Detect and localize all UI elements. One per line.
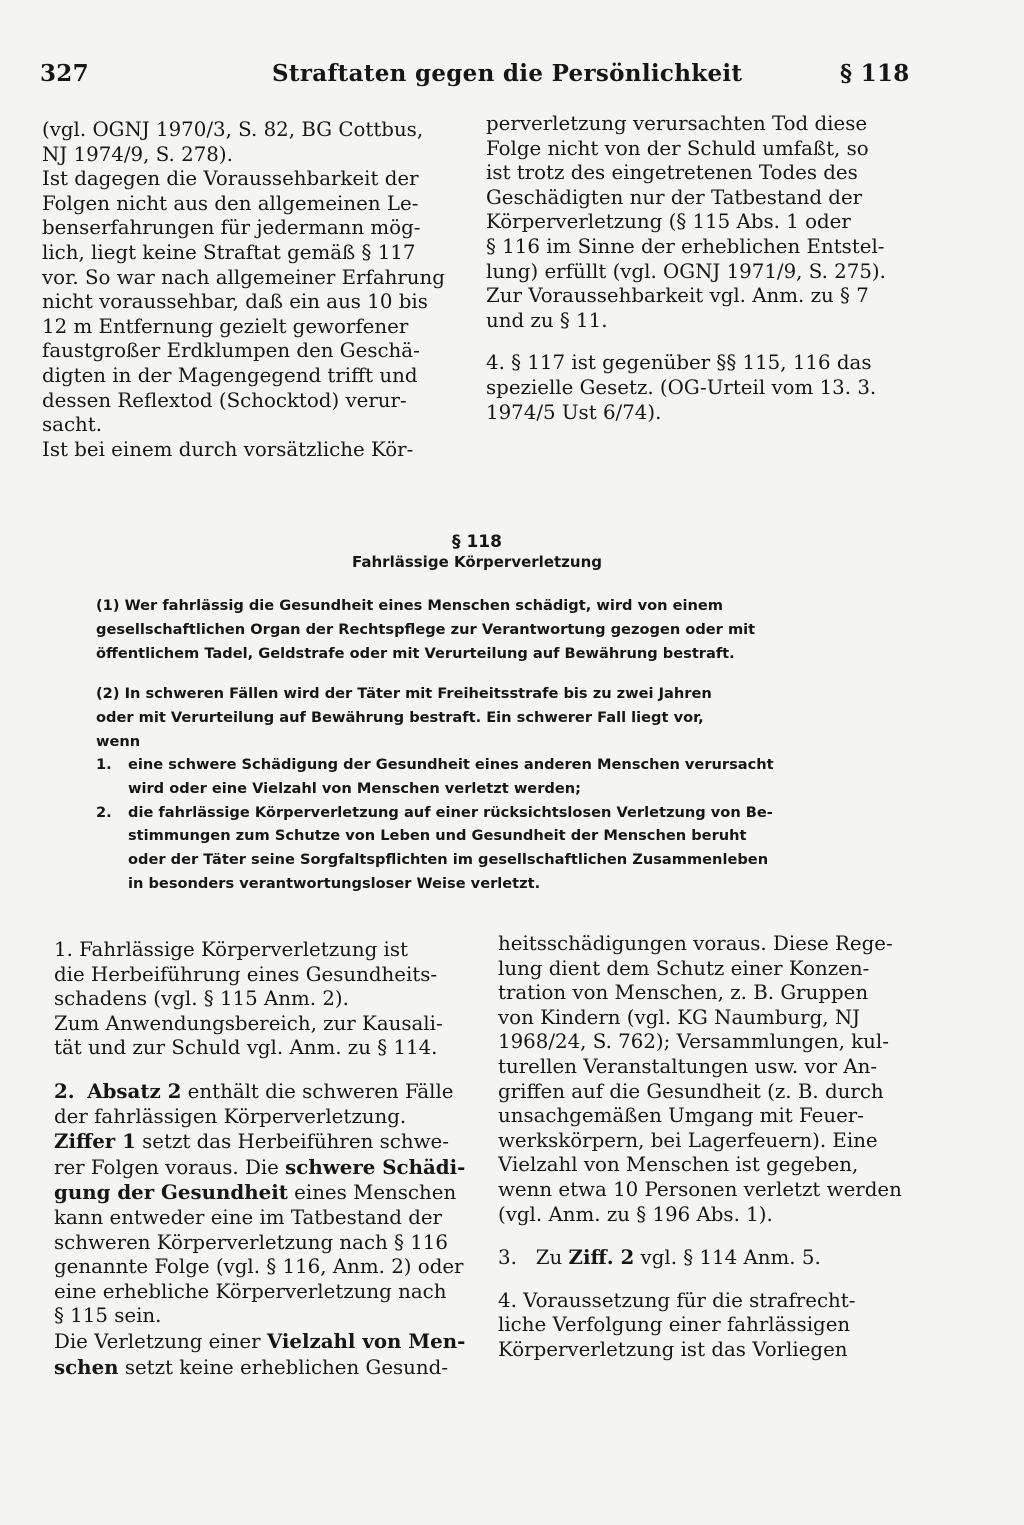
text-line: Zur Voraussehbarkeit vgl. Anm. zu § 7 bbox=[486, 284, 869, 308]
text-line: wenn etwa 10 Personen verletzt werden bbox=[498, 1177, 902, 1201]
text-line: 1968/24, S. 762); Versammlungen, kul- bbox=[498, 1030, 889, 1054]
text-line: griffen auf die Gesundheit (z. B. durch bbox=[498, 1079, 884, 1103]
section-title-heading: Fahrlässige Körperverletzung bbox=[352, 553, 602, 571]
law-line: gesellschaftlichen Organ der Rechtspflege zur Verantwortung gezogen oder mit bbox=[96, 620, 756, 638]
text-line: heitsschädigungen voraus. Diese Rege- bbox=[498, 932, 893, 955]
law-line: stimmungen zum Schutze von Leben und Gesundheit der Menschen beruht bbox=[128, 827, 747, 845]
note-2-line bbox=[54, 1079, 474, 1105]
commentary-column-top-left bbox=[42, 118, 462, 462]
law-paragraph-1 bbox=[96, 594, 755, 665]
note-4-line: 4. § 117 ist gegenüber §§ 115, 116 das bbox=[486, 351, 872, 375]
text-line: Körperverletzung (§ 115 Abs. 1 oder bbox=[486, 210, 851, 234]
commentary-column-bottom-left bbox=[54, 938, 474, 1380]
text-line: 12 m Entfernung gezielt geworfener bbox=[42, 314, 409, 338]
note-4-line: spezielle Gesetz. (OG-Urteil vom 13. 3. bbox=[486, 375, 877, 399]
text-line: kann entweder eine im Tatbestand der bbox=[54, 1205, 443, 1229]
law-line: (1) Wer fahrlässig die Gesundheit eines Menschen schädigt, wird von einem bbox=[96, 597, 723, 614]
note-3-bold: Ziff. 2 bbox=[568, 1245, 635, 1270]
text-bold: Vielzahl von Men- bbox=[266, 1328, 466, 1353]
ziffer-text: setzt das Herbeiführen schwe- bbox=[135, 1130, 449, 1154]
law-item bbox=[96, 753, 774, 801]
text-bold: schen bbox=[54, 1354, 119, 1379]
text-line: (vgl. Anm. zu § 196 Abs. 1). bbox=[498, 1202, 773, 1226]
law-line: wenn bbox=[96, 732, 141, 750]
law-paragraph-2 bbox=[96, 682, 712, 753]
text-line: dessen Reflextod (Schocktod) verur- bbox=[42, 388, 407, 412]
note-4-line: liche Verfolgung einer fahrlässigen bbox=[498, 1313, 851, 1337]
text-line: benserfahrungen für jedermann mög- bbox=[42, 216, 421, 240]
law-item-number: 1. bbox=[96, 756, 112, 773]
note-1-line: schadens (vgl. § 115 Anm. 2). bbox=[54, 987, 349, 1011]
text-line bbox=[54, 1180, 474, 1206]
law-line: oder der Täter seine Sorgfaltspflichten im gesellschaftlichen Zusammenleben bbox=[128, 851, 769, 869]
note-1-line: tät und zur Schuld vgl. Anm. zu § 114. bbox=[54, 1036, 438, 1060]
text-line: tration von Menschen, z. B. Gruppen bbox=[498, 981, 869, 1005]
text-bold: gung der Gesundheit bbox=[54, 1180, 288, 1205]
law-item bbox=[96, 801, 774, 896]
text-line bbox=[54, 1355, 474, 1381]
text-plain: Die Verletzung einer bbox=[54, 1329, 267, 1353]
text-line: lung dient dem Schutz einer Konzen- bbox=[498, 956, 870, 980]
text-line: vor. So war nach allgemeiner Erfahrung bbox=[42, 265, 445, 289]
text-line: lung) erfüllt (vgl. OGNJ 1971/9, S. 275). bbox=[486, 259, 886, 283]
text-plain: rer Folgen voraus. Die bbox=[54, 1155, 286, 1179]
ziffer-line bbox=[54, 1129, 474, 1155]
text-line: werkskörpern, bei Lagerfeuern). Eine bbox=[498, 1128, 878, 1152]
law-line: oder mit Verurteilung auf Bewährung bestraft. Ein schwerer Fall liegt vor, bbox=[96, 708, 704, 726]
law-item-number: 2. bbox=[96, 803, 112, 821]
note-3-text: Zu bbox=[535, 1246, 569, 1270]
text-line: Folgen nicht aus den allgemeinen Le- bbox=[42, 191, 419, 215]
section-number-heading: § 118 bbox=[452, 532, 502, 552]
page-number: 327 bbox=[40, 60, 89, 87]
text-line: von Kindern (vgl. KG Naumburg, NJ bbox=[498, 1005, 861, 1029]
text-line: Vielzahl von Menschen ist gegeben, bbox=[498, 1153, 859, 1177]
text-line: nicht voraussehbar, daß ein aus 10 bis bbox=[42, 290, 428, 314]
note-2-bold: Absatz 2 bbox=[87, 1078, 182, 1103]
law-line: wird oder eine Vielzahl von Menschen verletzt werden; bbox=[128, 779, 581, 797]
paragraph-gap bbox=[498, 1271, 918, 1289]
text-line: unsachgemäßen Umgang mit Feuer- bbox=[498, 1104, 864, 1128]
law-line: öffentlichem Tadel, Geldstrafe oder mit Verurteilung auf Bewährung bestraft. bbox=[96, 644, 735, 662]
law-line: die fahrlässige Körperverletzung auf einer rücksichtslosen Verletzung von Be- bbox=[128, 803, 773, 821]
law-line: (2) In schweren Fällen wird der Täter mit Freiheitsstrafe bis zu zwei Jahren bbox=[96, 685, 712, 702]
text-line: perverletzung verursachten Tod diese bbox=[486, 112, 868, 135]
text-plain: eines Menschen bbox=[287, 1181, 457, 1205]
law-line: eine schwere Schädigung der Gesundheit eines anderen Menschen verursacht bbox=[128, 756, 774, 773]
text-line: NJ 1974/9, S. 278). bbox=[42, 142, 233, 166]
paragraph-gap bbox=[54, 1061, 474, 1079]
note-4-line: 1974/5 Ust 6/74). bbox=[486, 400, 662, 424]
commentary-column-bottom-right bbox=[498, 932, 918, 1363]
note-4-line: 4. Voraussetzung für die strafrecht- bbox=[498, 1288, 856, 1312]
note-1-line: 1. Fahrlässige Körperverletzung ist bbox=[54, 938, 408, 961]
text-line: eine erhebliche Körperverletzung nach bbox=[54, 1279, 447, 1303]
text-line bbox=[54, 1155, 474, 1181]
note-4-line: Körperverletzung ist das Vorliegen bbox=[498, 1337, 848, 1361]
text-line bbox=[54, 1329, 474, 1355]
text-line: sacht. bbox=[42, 413, 103, 437]
note-1-line: die Herbeiführung eines Gesundheits- bbox=[54, 962, 438, 986]
text-line: Ist dagegen die Voraussehbarkeit der bbox=[42, 167, 419, 191]
text-line: § 116 im Sinne der erheblichen Entstel- bbox=[486, 234, 885, 258]
note-3-number: 3. bbox=[498, 1246, 517, 1270]
ziffer-bold: Ziffer 1 bbox=[54, 1129, 136, 1154]
note-2-text: enthält die schweren Fälle bbox=[181, 1079, 454, 1103]
note-3-line bbox=[498, 1245, 918, 1271]
text-bold: schwere Schädi- bbox=[285, 1154, 466, 1179]
text-line: turellen Veranstaltungen usw. vor An- bbox=[498, 1054, 878, 1078]
law-line: in besonders verantwortungsloser Weise verletzt. bbox=[128, 874, 541, 892]
note-3-rest: vgl. § 114 Anm. 5. bbox=[634, 1246, 821, 1270]
text-line: und zu § 11. bbox=[486, 308, 608, 332]
text-line: Folge nicht von der Schuld umfaßt, so bbox=[486, 136, 869, 160]
text-line: faustgroßer Erdklumpen den Geschä- bbox=[42, 339, 420, 363]
text-line: Ist bei einem durch vorsätzliche Kör- bbox=[42, 437, 414, 461]
text-line: Geschädigten nur der Tatbestand der bbox=[486, 185, 863, 209]
text-line: schweren Körperverletzung nach § 116 bbox=[54, 1230, 448, 1254]
note-1-line: Zum Anwendungsbereich, zur Kausali- bbox=[54, 1011, 443, 1035]
law-item-list bbox=[96, 753, 774, 896]
note-2-line: der fahrlässigen Körperverletzung. bbox=[54, 1104, 407, 1128]
text-line: digten in der Magengegend trifft und bbox=[42, 363, 418, 387]
text-line: § 115 sein. bbox=[54, 1304, 162, 1328]
paragraph-gap bbox=[498, 1227, 918, 1245]
text-line: lich, liegt keine Straftat gemäß § 117 bbox=[42, 240, 416, 264]
running-section: § 118 bbox=[840, 60, 910, 87]
note-2-number: 2. bbox=[54, 1078, 75, 1103]
text-plain: setzt keine erheblichen Gesund- bbox=[118, 1355, 449, 1379]
text-line: genannte Folge (vgl. § 116, Anm. 2) oder bbox=[54, 1255, 464, 1279]
running-title: Straftaten gegen die Persönlichkeit bbox=[272, 60, 743, 87]
paragraph-gap bbox=[486, 333, 906, 351]
text-line: ist trotz des eingetretenen Todes des bbox=[486, 161, 858, 185]
text-line: (vgl. OGNJ 1970/3, S. 82, BG Cottbus, bbox=[42, 118, 424, 141]
commentary-column-top-right bbox=[486, 112, 906, 425]
